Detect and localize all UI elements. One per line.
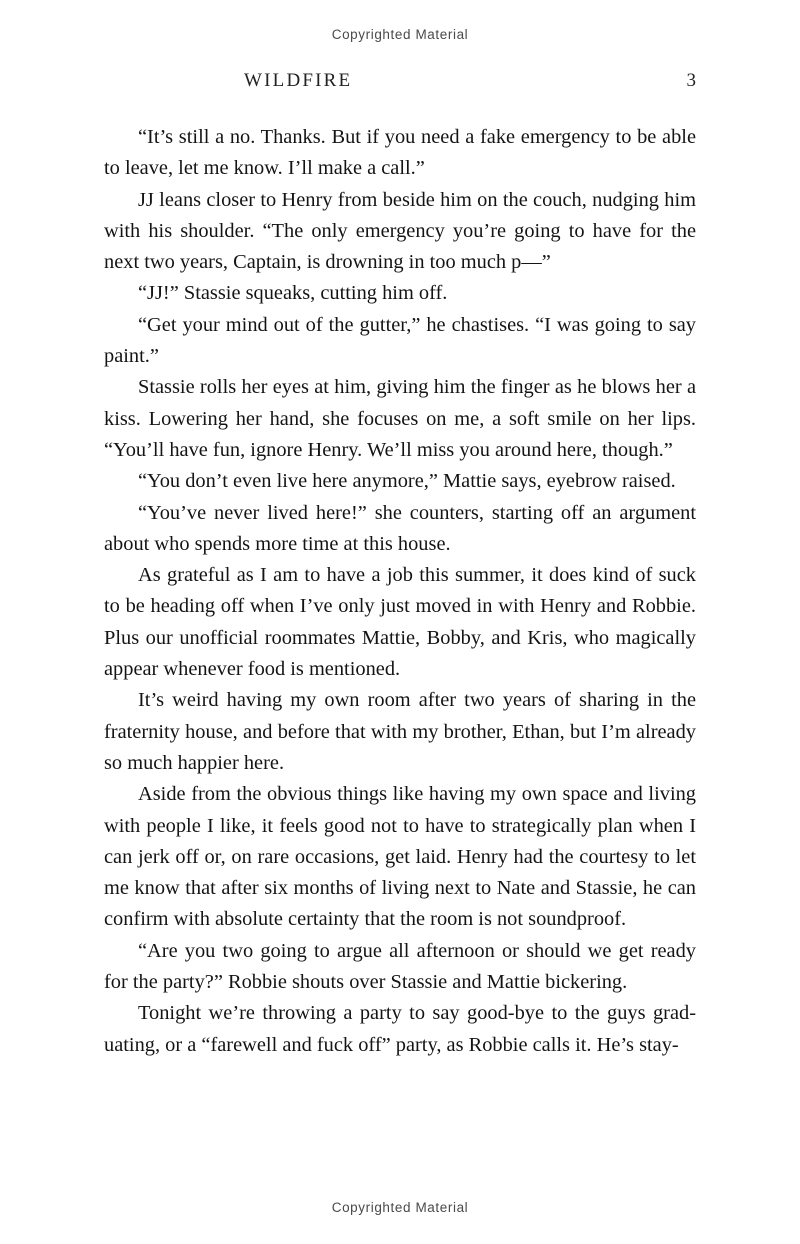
running-title: WILDFIRE: [244, 70, 353, 91]
paragraph: “You’ve never lived here!” she counters, starting off an argument about who spends more time at this house.: [104, 501, 696, 555]
paragraph: “Get your mind out of the gutter,” he chastises. “I was going to say paint.”: [104, 313, 696, 368]
paragraph: “Are you two going to argue all afternoon or should we get ready for the party?” Robbie shouts over Stassie and Mattie bickering.: [104, 939, 696, 994]
paragraph: “JJ!” Stassie squeaks, cutting him off.: [138, 282, 448, 305]
paragraph: It’s weird having my own room after two years of sharing in the fraternity house, and before that with my brother, Ethan, but I’m already so much happier here.: [104, 689, 696, 774]
paragraph: Tonight we’re throwing a party to say good-bye to the guys grad-uating, or a “farewell and fuck off” party, as Robbie calls it. He’s stay-: [104, 1002, 696, 1056]
paragraph: “You don’t even live here anymore,” Mattie says, eyebrow raised.: [138, 470, 676, 493]
copyright-watermark-bottom: Copyrighted Material: [331, 1200, 469, 1215]
paragraph: Aside from the obvious things like having my own space and living with people I like, it feels good not to have to strategically plan when I can jerk off or, on rare occasions, get laid. Henry had the courtesy to let me know that after six months of living next to Nate and Stassie, he can confirm with absolute certainty that the room is not soundproof.: [104, 783, 696, 931]
paragraph: JJ leans closer to Henry from beside him on the couch, nudging him with his shoulder. “The only emergency you’re going to have for the next two years, Captain, is drowning in too much p—”: [104, 188, 696, 274]
copyright-watermark-top: Copyrighted Material: [331, 27, 469, 42]
paragraph: As grateful as I am to have a job this summer, it does kind of suck to be heading off when I’ve only just moved in with Henry and Robbie. Plus our unofficial roommates Mattie, Bobby, and Kris, who magically appear whenever food is mentioned.: [104, 564, 696, 681]
paragraph: “It’s still a no. Thanks. But if you need a fake emergency to be able to leave, let me know. I’ll make a call.”: [104, 126, 696, 180]
paragraph: Stassie rolls her eyes at him, giving him the finger as he blows her a kiss. Lowering her hand, she focuses on me, a soft smile on her lips. “You’ll have fun, ignore Henry. We’ll miss you around here, though.”: [104, 376, 696, 461]
page-number: 3: [686, 70, 696, 91]
body-text: [104, 122, 696, 1061]
running-head: [104, 70, 696, 92]
